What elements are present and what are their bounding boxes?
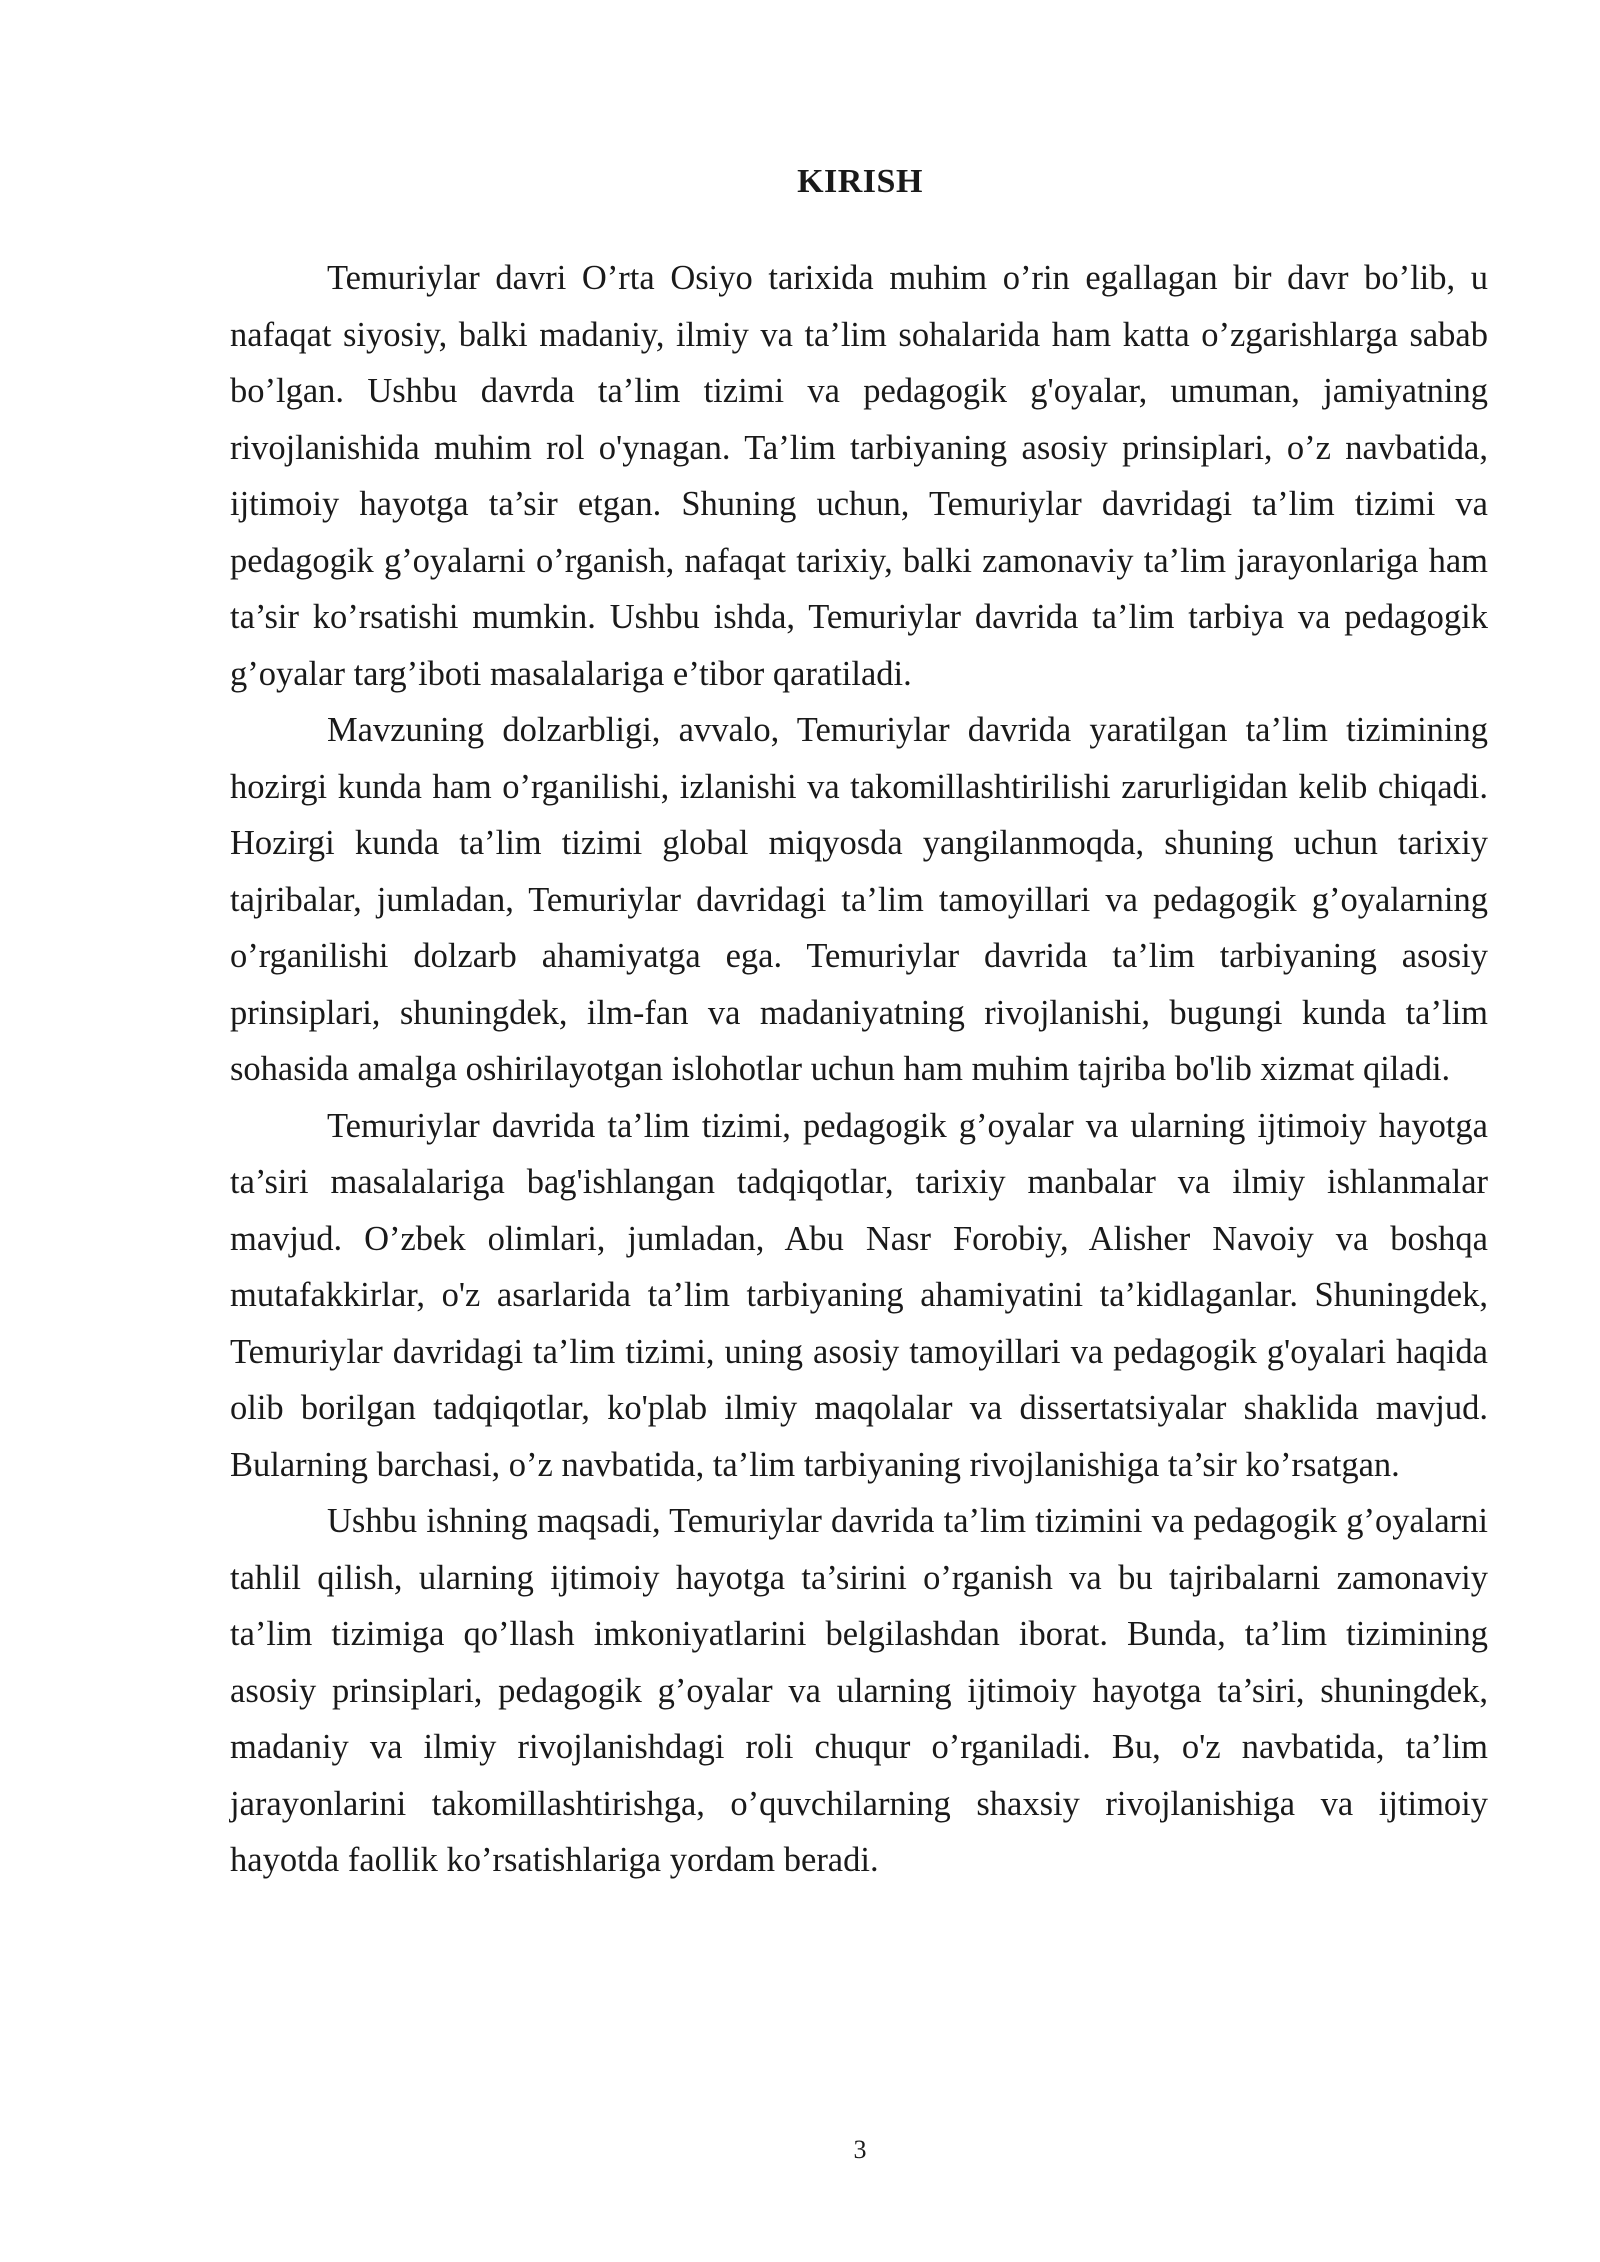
document-body xyxy=(230,250,1488,1889)
page-number: 3 xyxy=(853,2135,867,2164)
paragraph: Mavzuning dolzarbligi, avvalo, Temuriylar davrida yaratilgan ta’lim tizimining hozirgi kunda ham o’rganilishi, izlanishi va takomillashtirilishi zarurligidan kelib chiqadi. Hozirgi kunda ta’lim tizimi global miqyosda yangilanmoqda, shuning uchun tarixiy tajribalar, jumladan, Temuriylar davridagi ta’lim tamoyillari va pedagogik g’oyalarning o’rganilishi dolzarb ahamiyatga ega. Temuriylar davrida ta’lim tarbiyaning asosiy prinsiplari, shuningdek, ilm-fan va madaniyatning rivojlanishi, bugungi kunda ta’lim sohasida amalga oshirilayotgan islohotlar uchun ham muhim tajriba bo'lib xizmat qiladi. xyxy=(230,711,1488,1088)
paragraph: Ushbu ishning maqsadi, Temuriylar davrida ta’lim tizimini va pedagogik g’oyalarni tahlil qilish, ularning ijtimoiy hayotga ta’sirini o’rganish va bu tajribalarni zamonaviy ta’lim tizimiga qo’llash imkoniyatlarini belgilashdan iborat. Bunda, ta’lim tizimining asosiy prinsiplari, pedagogik g’oyalar va ularning ijtimoiy hayotga ta’siri, shuningdek, madaniy va ilmiy rivojlanishdagi roli chuqur o’rganiladi. Bu, o'z navbatida, ta’lim jarayonlarini takomillashtirishga, o’quvchilarning shaxsiy rivojlanishiga va ijtimoiy hayotda faollik ko’rsatishlariga yordam beradi. xyxy=(230,1502,1488,1879)
page-title: KIRISH xyxy=(797,163,923,200)
paragraph: Temuriylar davrida ta’lim tizimi, pedagogik g’oyalar va ularning ijtimoiy hayotga ta’siri masalalariga bag'ishlangan tadqiqotlar, tarixiy manbalar va ilmiy ishlanmalar mavjud. O’zbek olimlari, jumladan, Abu Nasr Forobiy, Alisher Navoiy va boshqa mutafakkirlar, o'z asarlarida ta’lim tarbiyaning ahamiyatini ta’kidlaganlar. Shuningdek, Temuriylar davridagi ta’lim tizimi, uning asosiy tamoyillari va pedagogik g'oyalari haqida olib borilgan tadqiqotlar, ko'plab ilmiy maqolalar va dissertatsiyalar shaklida mavjud. Bularning barchasi, o’z navbatida, ta’lim tarbiyaning rivojlanishiga ta’sir ko’rsatgan. xyxy=(230,1106,1488,1484)
paragraph: Temuriylar davri O’rta Osiyo tarixida muhim o’rin egallagan bir davr bo’lib, u nafaqat siyosiy, balki madaniy, ilmiy va ta’lim sohalarida ham katta o’zgarishlarga sabab bo’lgan. Ushbu davrda ta’lim tizimi va pedagogik g'oyalar, umuman, jamiyatning rivojlanishida muhim rol o'ynagan. Ta’lim tarbiyaning asosiy prinsiplari, o’z navbatida, ijtimoiy hayotga ta’sir etgan. Shuning uchun, Temuriylar davridagi ta’lim tizimi va pedagogik g’oyalarni o’rganish, nafaqat tarixiy, balki zamonaviy ta’lim jarayonlariga ham ta’sir ko’rsatishi mumkin. Ushbu ishda, Temuriylar davrida ta’lim tarbiya va pedagogik g’oyalar targ’iboti masalalariga e’tibor qaratiladi. xyxy=(230,259,1488,693)
